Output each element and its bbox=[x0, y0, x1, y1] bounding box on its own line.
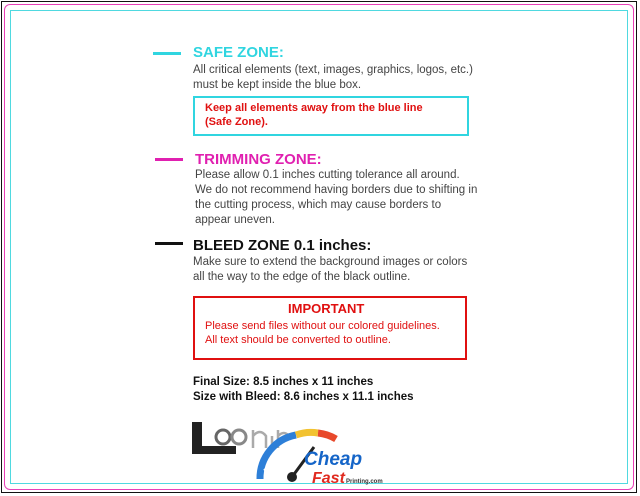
safe-zone-line: All critical elements (text, images, graphics, logos, etc.) bbox=[193, 64, 473, 76]
trimming-zone-title: TRIMMING ZONE: bbox=[195, 151, 322, 168]
bleed-zone-title: BLEED ZONE 0.1 inches: bbox=[193, 237, 372, 254]
final-size: Final Size: 8.5 inches x 11 inches bbox=[193, 376, 374, 388]
safe-zone-title: SAFE ZONE: bbox=[193, 44, 284, 61]
safe-zone-box-line: Keep all elements away from the blue line bbox=[205, 102, 423, 114]
logo-word-printing: Printing.com bbox=[346, 479, 383, 485]
important-title: IMPORTANT bbox=[288, 301, 365, 316]
trimming-zone-line: We do not recommend having borders due to shifting in bbox=[195, 184, 478, 196]
logo-word-fast: Fast bbox=[312, 470, 345, 487]
safe-zone-description bbox=[193, 63, 473, 93]
important-line: All text should be converted to outline. bbox=[205, 334, 391, 346]
bleed-size: Size with Bleed: 8.6 inches x 11.1 inches bbox=[193, 391, 414, 403]
safe-zone-swatch bbox=[153, 52, 181, 55]
trimming-zone-line: the cutting process, which may cause borders to bbox=[195, 199, 442, 211]
trimming-zone-line: Please allow 0.1 inches cutting tolerance all around. bbox=[195, 169, 460, 181]
logo-word-cheap: Cheap bbox=[304, 449, 363, 470]
trimming-zone-swatch bbox=[155, 158, 183, 161]
safe-zone-box-line: (Safe Zone). bbox=[205, 116, 268, 128]
bleed-zone-swatch bbox=[155, 242, 183, 245]
bleed-zone-description bbox=[193, 255, 467, 285]
cheapfastprinting-logo bbox=[254, 425, 384, 489]
safe-zone-line: must be kept inside the blue box. bbox=[193, 79, 362, 91]
trimming-zone-description bbox=[195, 168, 477, 228]
bleed-zone-line: all the way to the edge of the black outline. bbox=[193, 271, 411, 283]
trimming-zone-line: appear uneven. bbox=[195, 214, 275, 226]
important-line: Please send files without our colored guidelines. bbox=[205, 320, 440, 332]
bleed-zone-line: Make sure to extend the background images or colors bbox=[193, 256, 468, 268]
